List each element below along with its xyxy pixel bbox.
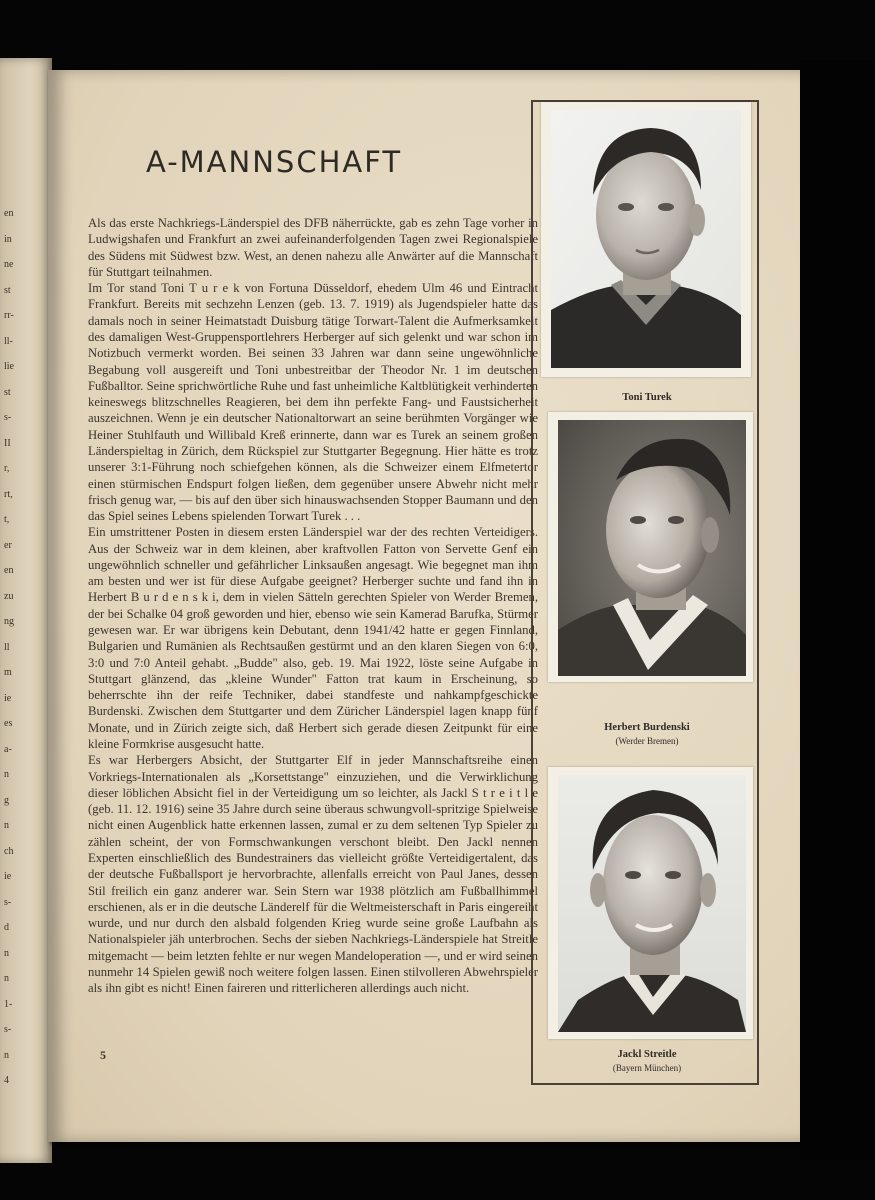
caption-name: Herbert Burdenski	[604, 722, 690, 733]
article-paragraph: Es war Herbergers Absicht, der Stuttgarter Elf in jeder Mannschaftsreihe einen Vorkriegs-Internationalen als „Korsettstange" einzuziehen, und die Verwirklichung dieser löblichen Absicht fiel in der Verteidigung um so leichter, als Jackl S t r e i t l e (geb. 11. 12. 1916) seine 35 Jahre durch seine überaus schwungvoll-spritzige Spielweise nicht einen Augenblick hatte erkennen lassen, zumal er zu dem seltenen Typ Spieler zu zählen scheint, der von Formschwankungen verschont bleibt. Den Jackl nennen Experten einschließlich des Bundestrainers das vielleicht größte Verteidigertalent, das der deutsche Fußballsport je hervorbrachte, allenfalls erreicht von Paul Janes, dessen Stil freilich ein ganz anderer war. Sein Stern war 1938 plötzlich am Fußballhimmel erschienen, als er in die deutsche Länderelf für die Weltmeisterschaft in Paris eingereiht wurde, und nur durch den alsbald folgenden Krieg wurde seine große Laufbahn als Nationalspieler jäh unterbrochen. Sechs der sieben Nachkriegs-Länderspiele hat Streitle mitgemacht — beim letzten fehlte er nur wegen Mandeloperation —, und er wird seinen nunmehr 14 Spielen gewiß noch weitere folgen lassen. Einen stilvolleren Abwehrspieler als ihn gibt es nicht! Einen faireren und ritterlicheren allerdings auch nicht.	[88, 753, 538, 996]
caption-club: (Werder Bremen)	[615, 736, 679, 746]
player-photo-burdenski	[548, 412, 753, 682]
facing-page-fragment: es	[4, 718, 13, 729]
page-headline: A-MANNSCHAFT	[146, 145, 403, 179]
background-edge	[800, 60, 875, 1160]
facing-page-fragment: ne	[4, 259, 14, 270]
facing-page-fragment: en	[4, 565, 14, 576]
facing-page-fragment: rt,	[4, 488, 13, 500]
facing-page-fragment: ng	[4, 616, 14, 627]
facing-page-fragment: er	[4, 539, 12, 551]
facing-page-fragment: ie	[4, 692, 12, 704]
facing-page-fragment: ie	[4, 871, 12, 882]
facing-page-fragment: s-	[4, 896, 12, 908]
facing-page-fragment: n	[4, 1049, 9, 1061]
facing-page-fragment: en	[4, 208, 14, 219]
player-photo-column	[531, 100, 759, 1085]
caption-name: Toni Turek	[622, 392, 672, 403]
facing-page-fragment: 1-	[4, 998, 13, 1010]
facing-page-fragment: zu	[4, 590, 14, 602]
player-photo-turek	[541, 102, 751, 377]
article-paragraph: Als das erste Nachkriegs-Länderspiel des DFB näherrückte, gab es zehn Tage vorher in Ludwigshafen und Frankfurt an zwei aufeinanderfolgenden Tagen zwei Regionalspiele des Südens mit Südwest bzw. West, an denen nahezu alle Anwärter auf die Mannschaft für Stuttgart teilnahmen.	[88, 216, 538, 279]
caption-name: Jackl Streitle	[617, 1049, 677, 1060]
photo-caption	[533, 392, 761, 403]
facing-page-fragment: s-	[4, 1024, 12, 1035]
facing-page-fragment: s-	[4, 412, 12, 423]
photo-caption	[533, 1049, 761, 1073]
photo-caption	[533, 722, 761, 746]
facing-page-fragment: ll	[4, 641, 10, 653]
facing-page-fragment: rr-	[4, 310, 14, 321]
facing-page-fragment: r,	[4, 463, 10, 474]
facing-page-fragment: n	[4, 820, 9, 831]
facing-page-fragment: st	[4, 284, 11, 296]
book-page	[48, 70, 800, 1142]
facing-page-fragment: m	[4, 667, 12, 678]
facing-page-fragment: 4	[4, 1075, 9, 1086]
facing-page-fragment: d	[4, 922, 9, 933]
portrait-image	[551, 110, 741, 368]
facing-page-fragment: II	[4, 437, 11, 449]
player-photo-streitle	[548, 767, 753, 1039]
facing-page-fragment: ch	[4, 845, 14, 857]
facing-page-fragment: n	[4, 769, 9, 780]
portrait-image	[558, 420, 746, 676]
facing-page-fragment: n	[4, 947, 9, 959]
facing-page-fragment: g	[4, 794, 9, 806]
portrait-image	[558, 775, 746, 1032]
facing-page-fragment: a-	[4, 743, 12, 755]
article-paragraph: Im Tor stand Toni T u r e k von Fortuna Düsseldorf, ehedem Ulm 46 und Eintracht Frankfurt. Bereits mit sechzehn Lenzen (geb. 13. 7. 1919) als Jugendspieler hatte das damals noch in seiner Heimatstadt Duisburg tätige Torwart-Talent die Aufmerksamkeit des damaligen West-Gruppensportlehrers Herberger auf sich gelenkt und war schon im Notizbuch vermerkt worden. Bei seinen 33 Jahren war dann seine ungewöhnliche Begabung voll ausgereift und Toni unbestreitbar der Theodor Nr. 1 im deutschen Fußballtor. Seine sprichwörtliche Ruhe und fast unheimliche Kaltblütigkeit verhinderten keineswegs blitzschnelles Reagieren, bei dem ihn perfekte Fang- und Faustsicherheit auszeichnen. Wenn je ein deutscher Nationaltorwart an seine berühmten Vorgänger wie Heiner Stuhlfauth und Willibald Kreß erinnerte, dann war es Turek an seinem großen Länderspieltag in Zürich, dem Rückspiel zur Stuttgarter Begegnung. Hier hätte es trotz unserer 3:1-Führung noch schiefgehen können, als die Schweizer einem Elfmetertor einen stürmischen Endspurt folgen ließen, dem gegenüber unsere Abwehr nicht mehr frisch genug war, — bis auf den über sich hinauswachsenden Stopper Baumann und den das Spiel seines Lebens spielenden Torwart Turek . . .	[88, 281, 538, 524]
article-body	[88, 215, 538, 997]
facing-page-fragment: n	[4, 973, 9, 984]
caption-club: (Bayern München)	[612, 1063, 682, 1073]
facing-page-fragment: in	[4, 233, 12, 245]
facing-page-fragment: lie	[4, 361, 14, 372]
facing-page-fragment: t,	[4, 514, 10, 525]
facing-page-fragment: st	[4, 386, 11, 398]
facing-page-edge	[0, 58, 52, 1163]
facing-page-fragment: ll-	[4, 335, 13, 347]
article-paragraph: Ein umstrittener Posten in diesem ersten Länderspiel war der des rechten Verteidigers. Aus der Schweiz war in dem kleinen, aber kraftvollen Fatton von Servette Genf ein ungewöhnlich schneller und gefährlicher Linksaußen angesagt. Wie begegnet man ihm am besten und wer ist für diese Aufgabe geeignet? Herberger suchte und fand ihn in Herbert B u r d e n s k i, dem in vielen Sätteln gerechten Spieler von Werder Bremen, der bei Schalke 04 groß geworden und hier, ebenso wie sein Kamerad Barufka, Stürmer gewesen war. Er war übrigens kein Debutant, denn 1941/42 hatte er gegen Finnland, Bulgarien und Rumänien als Rechtsaußen gestürmt und an den klaren Siegen von 6:0, 3:0 und 7:0 Anteil gehabt. „Budde" also, geb. 19. Mai 1922, löste seine Aufgabe in Stuttgart glänzend, das „kleine Wunder" Fatton trat kaum in Erscheinung, so beherrschte ihn der reife Techniker, dabei standfeste und nahkampfgeschickte Burdenski. Zwischen dem Stuttgarter und dem Züricher Länderspiel lagen knapp fünf Monate, und in Zürich zeigte sich, daß Herbert sich gerade diesen Zeitpunkt für eine kleine Formkrise ausgesucht hatte.	[88, 525, 538, 751]
page-number: 5	[100, 1048, 106, 1062]
